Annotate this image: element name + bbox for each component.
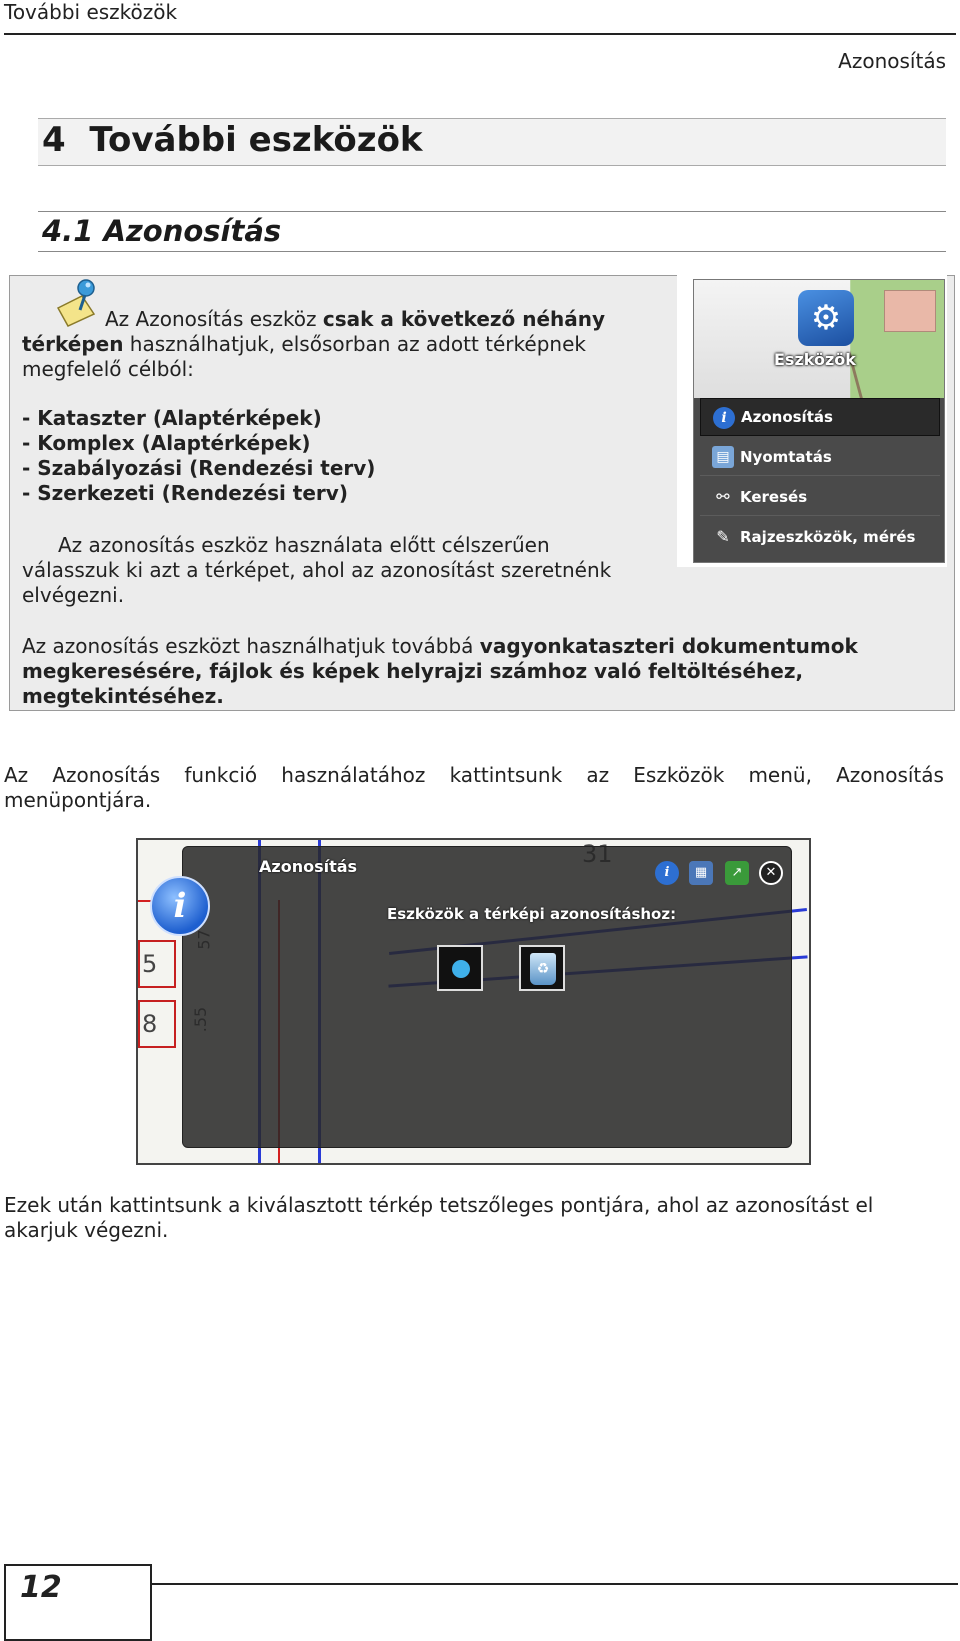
info-icon[interactable]: i <box>655 861 679 885</box>
gear-icon: ⚙ <box>798 290 854 346</box>
word: kattintsunk <box>449 763 563 787</box>
menu-item-label: Azonosítás <box>741 408 833 426</box>
body-para2-line2: akarjuk végezni. <box>4 1218 169 1242</box>
list-item-text: Kataszter (Alaptérképek) <box>37 406 322 430</box>
note-intro-bold-map: térképen <box>22 332 124 356</box>
menu-item-label: Keresés <box>740 487 808 506</box>
menu-item-rajzeszkozok[interactable] <box>700 518 940 556</box>
clear-button[interactable] <box>519 945 565 991</box>
note-intro-line3: megfelelő célból: <box>22 357 194 381</box>
section-title: 4.1 Azonosítás <box>42 214 282 248</box>
note-intro-line2 <box>22 332 586 357</box>
note-intro-text: Az Azonosítás eszköz <box>105 307 323 331</box>
printer-icon: ▤ <box>712 446 734 468</box>
word: Azonosítás <box>52 763 161 787</box>
menu-item-label: Nyomtatás <box>740 447 832 466</box>
note-para2-line1: Az azonosítás eszköz használata előtt célszerűen <box>58 533 550 557</box>
word: menü, <box>748 763 812 787</box>
note-para3-line3 <box>22 684 224 709</box>
note-pin-icon <box>52 278 104 330</box>
export-icon[interactable]: ↗ <box>725 861 749 885</box>
note-para3-bold: megtekintéséhez. <box>22 684 224 708</box>
table-icon[interactable]: ▦ <box>689 861 713 885</box>
body-para1-line1 <box>4 763 944 788</box>
dialog-title: Azonosítás <box>259 857 358 876</box>
section-rule-bottom <box>38 251 946 252</box>
body-para1-line2: menüpontjára. <box>4 788 152 812</box>
dialog-panel <box>182 846 792 1148</box>
word: funkció <box>184 763 258 787</box>
close-icon[interactable]: ✕ <box>759 861 783 885</box>
list-item-text: Komplex (Alaptérképek) <box>37 431 311 455</box>
word: használatához <box>281 763 426 787</box>
note-intro-line1 <box>105 307 665 332</box>
recycle-bin-icon: ♻ <box>530 953 556 985</box>
map-number: 5 <box>142 950 158 978</box>
note-para3-line1 <box>22 634 858 659</box>
footer-rule <box>152 1583 958 1585</box>
menu-item-kereses[interactable] <box>700 478 940 516</box>
azonositas-dialog-screenshot <box>136 838 811 1165</box>
pencil-icon: ✎ <box>716 527 730 546</box>
note-para2-line3: elvégezni. <box>22 583 125 607</box>
list-item: - Kataszter (Alaptérképek) <box>22 406 322 430</box>
note-para2-line2: válasszuk ki azt a térképet, ahol az azonosítást szeretnénk <box>22 558 612 582</box>
running-header-right: Azonosítás <box>838 49 946 73</box>
menu-panel <box>693 279 945 563</box>
word: Azonosítás <box>836 763 944 787</box>
list-item-text: Szabályozási (Rendezési terv) <box>37 456 376 480</box>
header-rule <box>4 33 956 35</box>
binoculars-icon: ⚯ <box>716 487 730 506</box>
info-icon: i <box>713 407 735 429</box>
point-icon <box>452 960 470 978</box>
menu-header-label: Eszközök <box>774 350 856 369</box>
map-number: 8 <box>142 1010 158 1038</box>
running-header-left: További eszközök <box>4 0 178 24</box>
list-item: - Szerkezeti (Rendezési terv) <box>22 481 348 505</box>
list-item-text: Szerkezeti (Rendezési terv) <box>37 481 348 505</box>
identify-point-button[interactable] <box>437 945 483 991</box>
section-rule-top <box>38 211 946 212</box>
info-icon: i <box>150 876 210 936</box>
eszkozok-menu-screenshot <box>677 275 947 567</box>
menu-item-label: Rajzeszközök, mérés <box>740 528 916 546</box>
word: Eszközök <box>633 763 725 787</box>
note-intro-bold: csak a következő néhány <box>322 307 606 331</box>
note-para3-line2 <box>22 659 803 684</box>
list-item: - Komplex (Alaptérképek) <box>22 431 311 455</box>
chapter-title: 4 További eszközök <box>42 120 423 160</box>
note-intro-text-2: használhatjuk, elsősorban az adott térképnek <box>123 332 586 356</box>
menu-item-nyomtatas[interactable] <box>700 438 940 476</box>
page-number: 12 <box>20 1570 62 1605</box>
word: Az <box>4 763 29 787</box>
dialog-heading: Eszközök a térképi azonosításhoz: <box>387 905 677 923</box>
note-para3-text: Az azonosítás eszközt használhatjuk továbbá <box>22 634 480 658</box>
menu-item-azonositas[interactable] <box>700 398 940 436</box>
note-para3-bold: vagyonkataszteri dokumentumok <box>479 634 858 658</box>
list-item: - Szabályozási (Rendezési terv) <box>22 456 376 480</box>
note-para3-bold: megkeresésére, fájlok és képek helyrajzi számhoz való feltöltéséhez, <box>22 659 804 683</box>
word: az <box>586 763 610 787</box>
body-para2-line1: Ezek után kattintsunk a kiválasztott térkép tetszőleges pontjára, ahol az azonosítást el <box>4 1193 874 1217</box>
